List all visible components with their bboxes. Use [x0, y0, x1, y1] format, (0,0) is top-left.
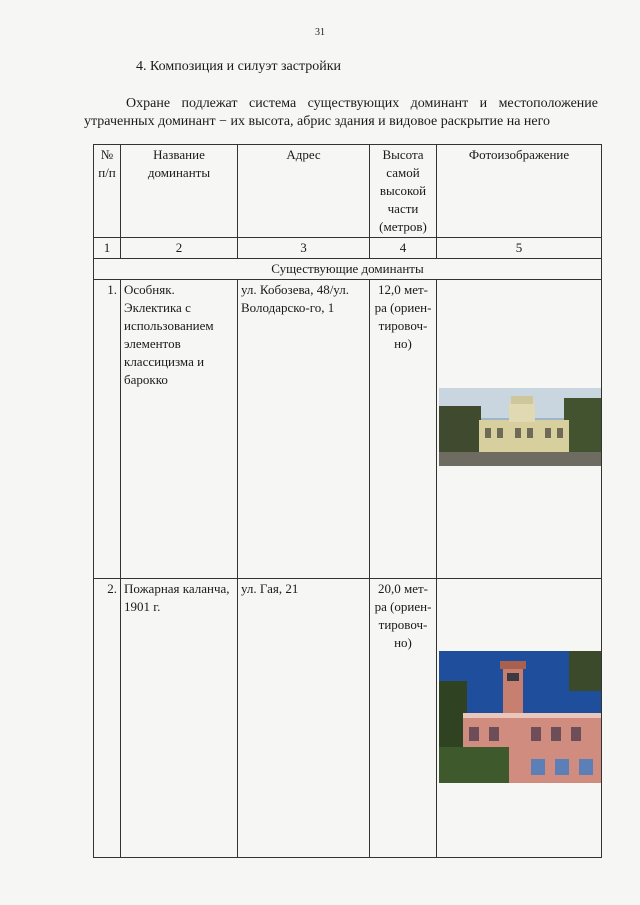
row-number: 1.: [94, 280, 121, 579]
column-number: 2: [121, 238, 238, 259]
page-number: 31: [315, 27, 325, 38]
header-height: Высота самой высокой части (метров): [370, 145, 437, 238]
header-address: Адрес: [238, 145, 370, 238]
row-number: 2.: [94, 579, 121, 858]
row-photo: [437, 280, 602, 579]
row-name: Особняк. Эклектика с использованием элементов классицизма и барокко: [121, 280, 238, 579]
column-number: 4: [370, 238, 437, 259]
row-height: 12,0 мет-ра (ориен-тировоч-но): [370, 280, 437, 579]
column-number: 5: [437, 238, 602, 259]
fire-tower-photo: [439, 651, 601, 783]
header-number: № п/п: [94, 145, 121, 238]
intro-paragraph: [84, 95, 598, 131]
row-address: ул. Гая, 21: [238, 579, 370, 858]
column-number: 1: [94, 238, 121, 259]
column-number: 3: [238, 238, 370, 259]
intro-line-2: утраченных доминант − их высота, абрис здания и видовое раскрытие на него: [84, 114, 551, 129]
header-name: Название доминанты: [121, 145, 238, 238]
row-address: ул. Кобозева, 48/ул. Володарско-го, 1: [238, 280, 370, 579]
row-name: Пожарная каланча, 1901 г.: [121, 579, 238, 858]
group-label: Существующие доминанты: [94, 259, 602, 280]
group-row: [94, 259, 602, 280]
table-row: [94, 280, 602, 579]
dominants-table: [93, 144, 602, 858]
mansion-photo: [439, 388, 601, 466]
row-photo: [437, 579, 602, 858]
table-header-row: [94, 145, 602, 238]
header-photo: Фотоизображение: [437, 145, 602, 238]
column-number-row: [94, 238, 602, 259]
row-height: 20,0 мет-ра (ориен-тировоч-но): [370, 579, 437, 858]
section-heading: 4. Композиция и силуэт застройки: [136, 59, 342, 74]
intro-line-1: Охране подлежат система существующих доминант и местоположение: [126, 96, 598, 111]
table-row: [94, 579, 602, 858]
